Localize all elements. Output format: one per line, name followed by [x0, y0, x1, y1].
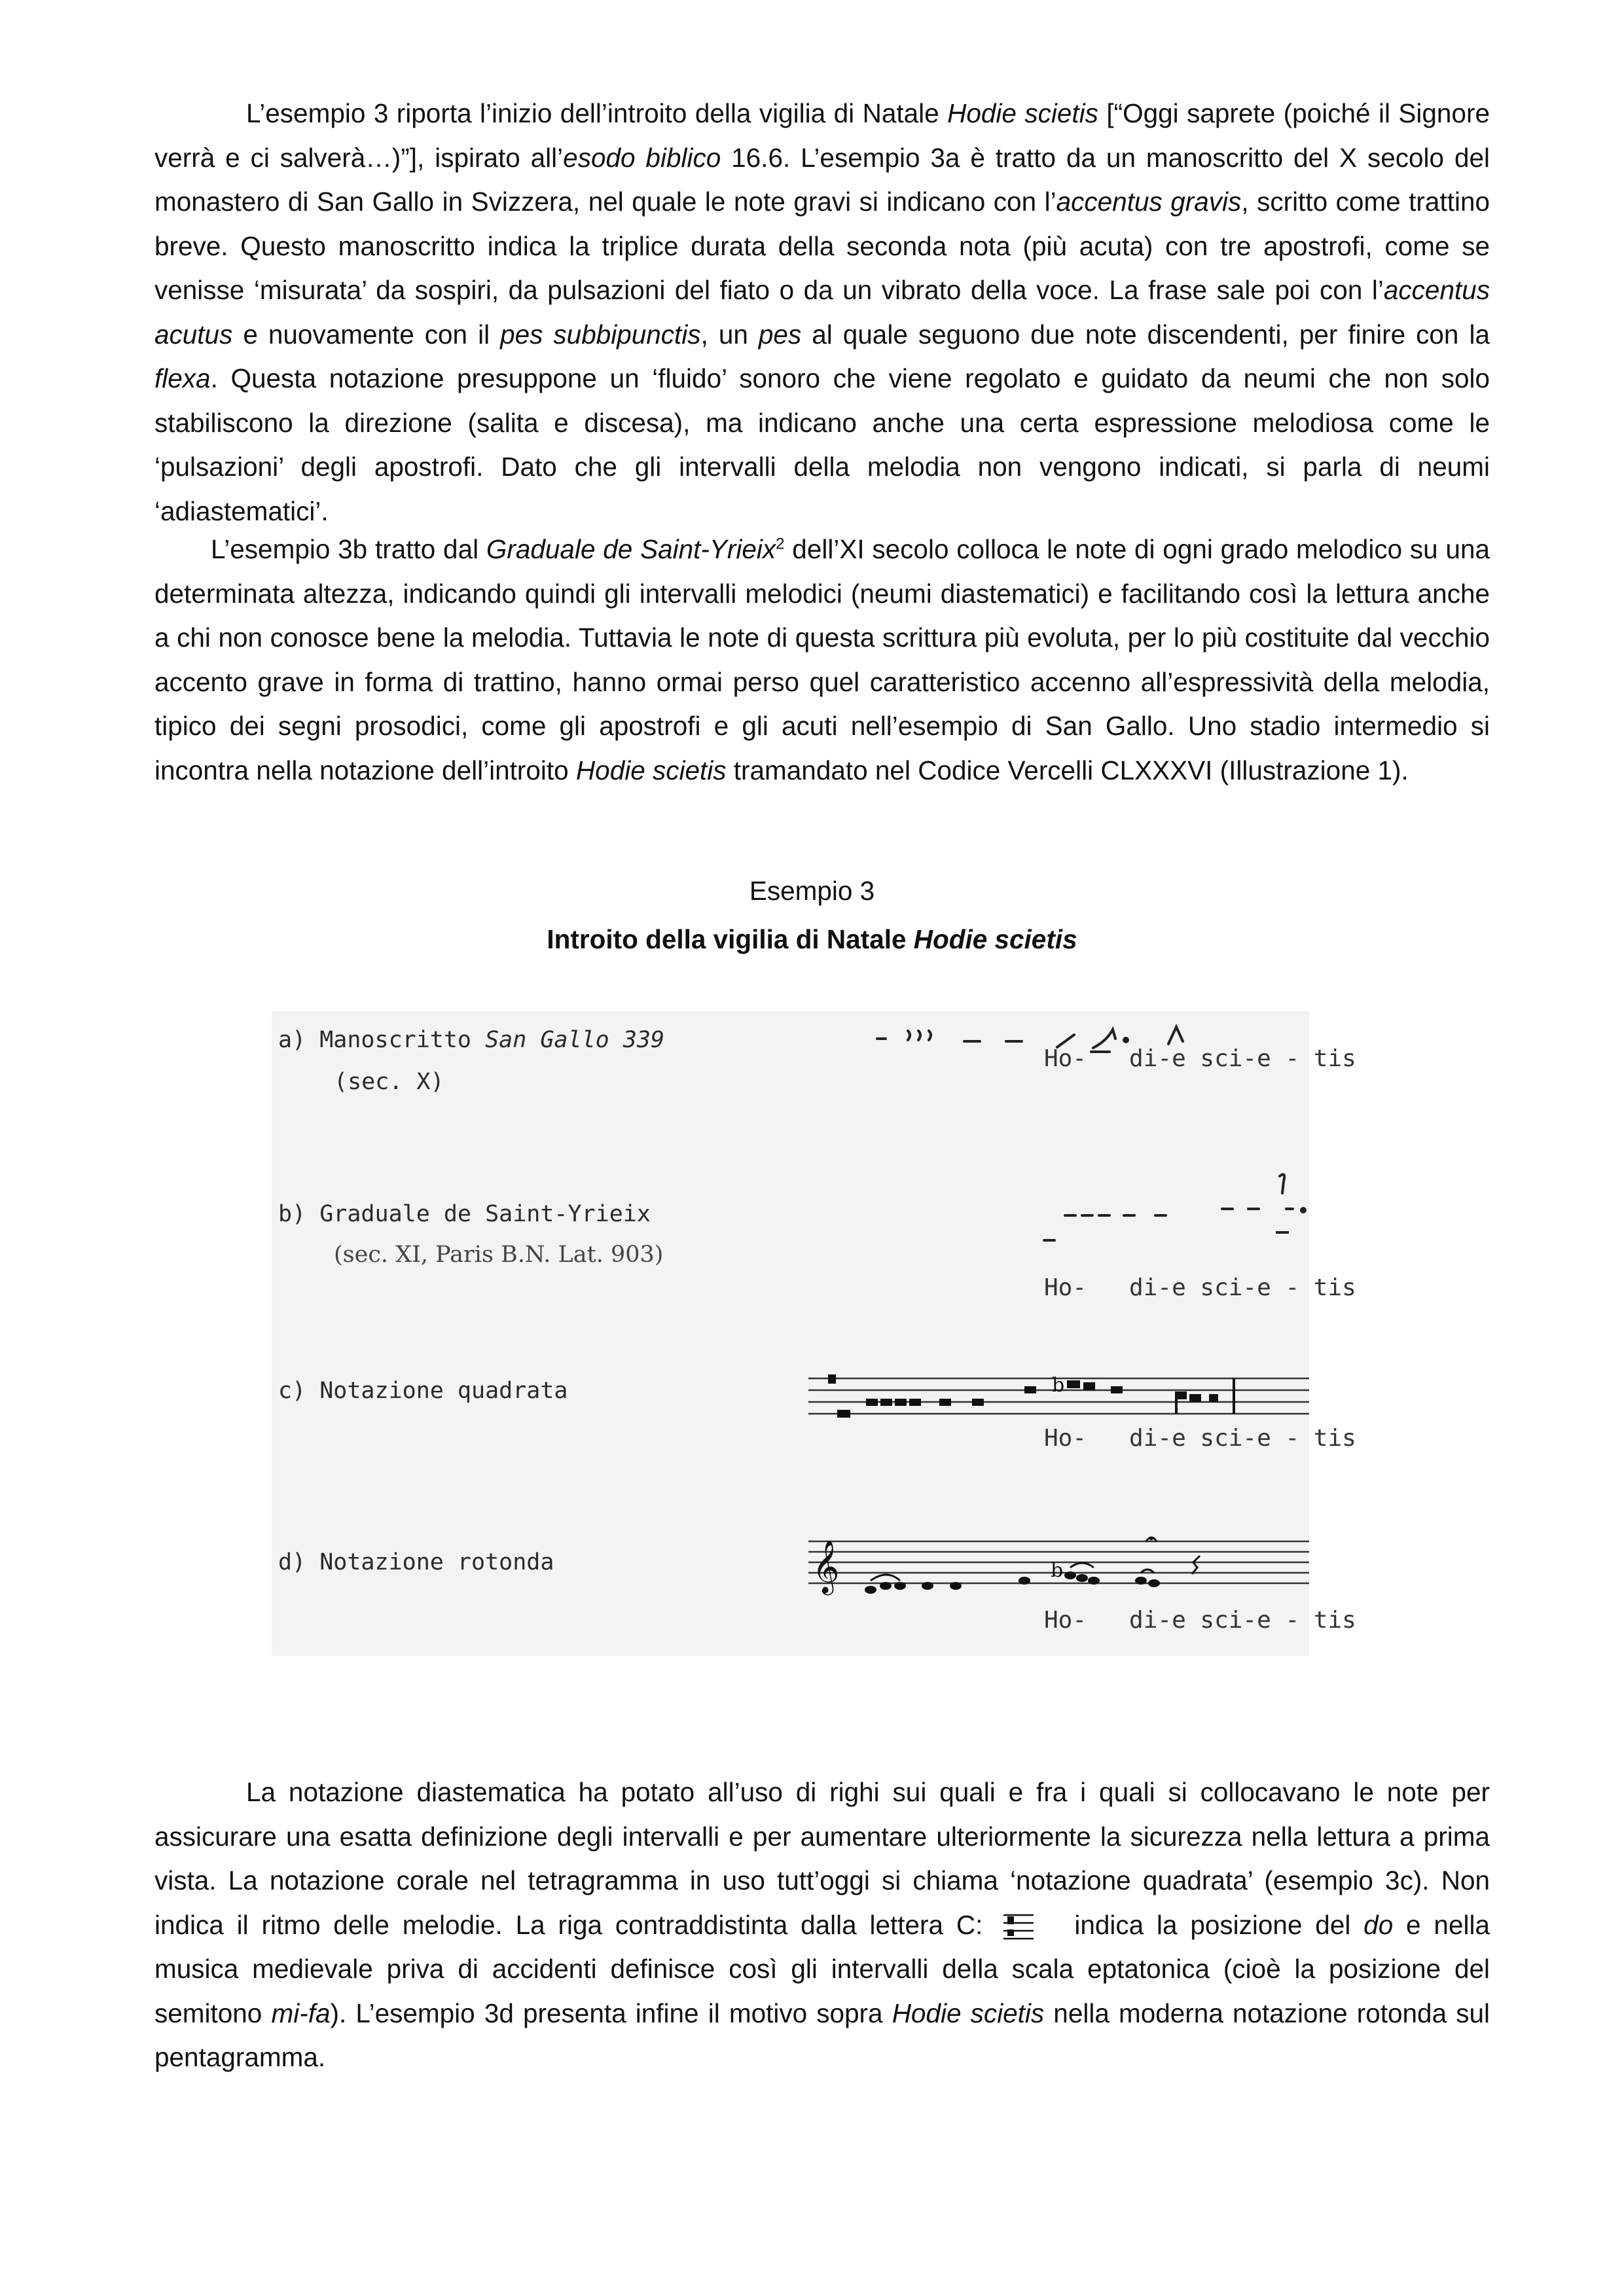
italic-run: accentus gravis — [1056, 187, 1242, 217]
text-run: indica la posizione del — [1074, 1909, 1364, 1940]
label-d: d) Notazione rotonda — [278, 1549, 554, 1575]
paragraph-esempio-3 — [154, 92, 1490, 533]
text-run: L’esempio 3 riporta l’inizio dell’introito della vigilia di Natale — [246, 98, 948, 128]
c-clef-icon — [1002, 1912, 1035, 1941]
svg-text:𝄞: 𝄞 — [812, 1539, 840, 1593]
text-run: , un — [700, 319, 759, 350]
svg-text:b: b — [1051, 1559, 1064, 1582]
lyric-c: Ho- di-e sci-e - tis — [1044, 1425, 1356, 1452]
italic-run: Hodie scietis — [575, 755, 727, 785]
text-run: ). L’esempio 3d presenta infine il motivo sopra — [330, 1998, 892, 2028]
title-italic: Hodie scietis — [913, 924, 1077, 954]
paragraph-esempio-3b — [154, 528, 1490, 793]
italic-run: Hodie scietis — [947, 98, 1098, 128]
italic-run: accentus acutus — [154, 275, 1490, 350]
lyric-a: Ho- di-e sci-e - tis — [1044, 1045, 1356, 1072]
italic-run: mi-fa — [271, 1998, 331, 2028]
lyric-d: Ho- di-e sci-e - tis — [1044, 1607, 1356, 1634]
italic-run: pes subbipunctis — [500, 319, 701, 350]
text-run: , scritto come trattino breve. Questo manoscritto indica la triplice durata della seconda nota (più acuta) con tre apostrofi, come se venisse ‘misurata’ da sospiri, da pulsazioni del fiato o da un vibrato della voce. La frase sale poi con l’ — [154, 187, 1490, 305]
label-a-italic: San Gallo 339 — [485, 1027, 665, 1053]
staff-square-notation — [808, 1368, 1309, 1427]
italic-run: esodo biblico — [563, 142, 721, 173]
label-b-sub: (sec. XI, Paris B.N. Lat. 903) — [334, 1242, 664, 1268]
label-b: b) Graduale de Saint-Yrieix — [278, 1201, 651, 1227]
paragraph-notazione — [154, 1770, 1490, 2080]
music-example-figure — [272, 1011, 1356, 1656]
text-run: 16.6. L’esempio 3a è tratto da un manoscritto del X secolo del monastero di San Gallo in Svizzera, nel quale le note gravi si indicano con l’ — [154, 142, 1490, 217]
text-run: e nuovamente con il — [232, 319, 501, 350]
label-a — [278, 1027, 664, 1053]
italic-run: pes — [758, 319, 802, 350]
italic-run: Graduale de Saint-Yrieix — [486, 534, 776, 564]
example-title — [0, 924, 1624, 955]
label-a-text: a) Manoscritto — [278, 1027, 486, 1053]
text-run: dell’XI secolo colloca le note di ogni grado melodico su una determinata altezza, indicando quindi gli intervalli melodici (neumi diastematici) e facilitando così la lettura anche a chi non conosce bene la melodia. Tuttavia le note di questa scrittura più evoluta, per lo più costituite dal vecchio accento grave in forma di trattino, hanno ormai perso quel caratteristico accenno all’espressività della melodia, tipico dei segni prosodici, come gli apostrofi e gli acuti nell’esempio di San Gallo. Uno stadio intermedio si incontra nella notazione dell’introito — [154, 534, 1490, 785]
text-run: tramandato nel Codice Vercelli CLXXXVI (Illustrazione 1). — [726, 755, 1409, 785]
footnote-ref[interactable]: 2 — [776, 535, 785, 553]
text-run: al quale seguono due note discendenti, per finire con la — [801, 319, 1490, 350]
text-run: . Questa notazione presuppone un ‘fluido’ sonoro che viene regolato e guidato da neumi che non solo stabiliscono la direzione (salita e discesa), ma indicano anche una certa espressione melodiosa come le ‘pulsazioni’ degli apostrofi. Dato che gli intervalli della melodia non vengono indicati, si parla di neumi ‘adiastematici’. — [154, 363, 1490, 526]
text-run: [“Oggi saprete (poiché il Signore verrà e ci salverà…)”], ispirato all’ — [154, 98, 1490, 173]
svg-text:b: b — [1052, 1374, 1065, 1397]
label-c: c) Notazione quadrata — [278, 1378, 568, 1404]
neume-final — [1273, 1227, 1299, 1240]
label-a-sub: (sec. X) — [334, 1069, 444, 1095]
text-run: L’esempio 3b tratto dal — [211, 534, 486, 564]
lyric-b: Ho- di-e sci-e - tis — [1044, 1274, 1356, 1301]
text-run: e nella musica medievale priva di accidenti definisce così gli intervalli della scala eptatonica (cioè la posizione del semitono — [154, 1909, 1490, 2028]
text-run: nella moderna notazione rotonda sul pentagramma. — [154, 1998, 1490, 2072]
title-text: Introito della vigilia di Natale — [547, 924, 914, 954]
italic-run: Hodie scietis — [892, 1998, 1045, 2028]
text-run: La notazione diastematica ha potato all’uso di righi sui quali e fra i quali si collocavano le note per assicurare una esatta definizione degli intervalli e per aumentare ulteriormente la sicurezza nella lettura a prima vista. La notazione corale nel tetragramma in uso tutt’oggi si chiama ‘notazione quadrata’ (esempio 3c). Non indica il ritmo delle melodie. La riga contraddistinta dalla lettera C: — [154, 1777, 1490, 1940]
italic-run: do — [1363, 1909, 1394, 1940]
italic-run: flexa — [154, 363, 211, 393]
neumes-saint-yrieix — [861, 1162, 1306, 1253]
staff-round-notation — [808, 1528, 1309, 1600]
example-number: Esempio 3 — [749, 876, 875, 906]
